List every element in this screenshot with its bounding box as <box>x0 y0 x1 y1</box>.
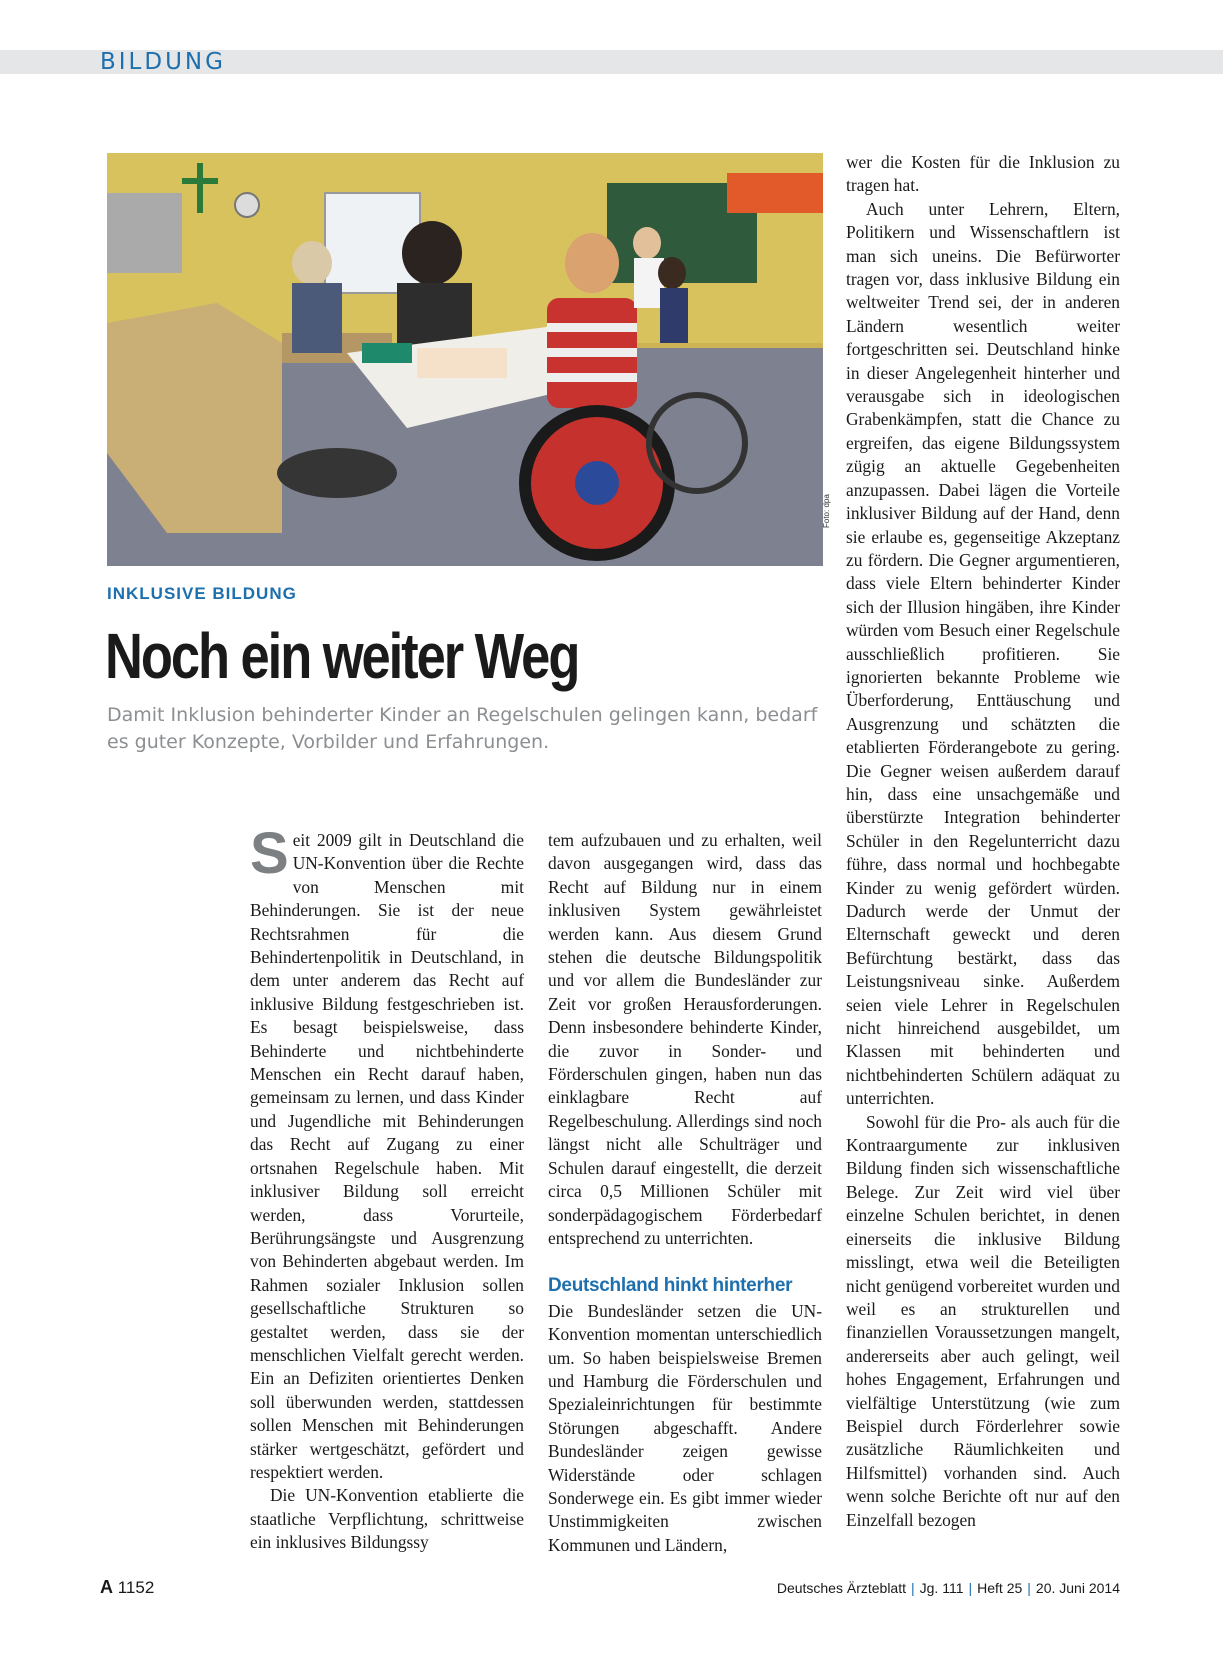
paragraph-2-continued: tem aufzubauen und zu erhalten, weil davon ausgegangen wird, dass das Recht auf Bildung nur in einem inklusiven System gewährleistet werden kann. Aus diesem Grund stehen die deutsche Bildungspolitik und vor allem die Bundesländer zur Zeit vor großen Herausforderungen. Denn insbesondere behinderte Kinder, die zuvor in Sonder- und Förderschulen gingen, haben nun das einklagbare Recht auf Regelbeschulung. Allerdings sind noch längst nicht alle Schulträger und Schulen darauf eingestellt, die derzeit circa 0,5 Millionen Schüler mit sonderpädagogischem Förderbedarf entsprechend zu unterrichten. <box>548 830 822 1248</box>
journal-name: Deutsches Ärzteblatt <box>776 1580 906 1596</box>
article-photo <box>107 153 823 566</box>
paragraph-intro <box>250 821 524 1484</box>
article-subtitle: Damit Inklusion behinderter Kinder an Regelschulen gelingen kann, bedarf es guter Konzepte, Vorbilder und Erfahrungen. <box>107 704 818 753</box>
page-number-value: 1152 <box>117 1578 155 1597</box>
article-title: Noch ein weiter Weg <box>105 620 579 692</box>
journal-issue: Heft 25 <box>977 1580 1023 1596</box>
article-column-1 <box>250 821 524 1555</box>
article-kicker: INKLUSIVE BILDUNG <box>107 584 297 603</box>
paragraph-2: Die UN-Konvention etablierte die staatliche Verpflichtung, schrittweise ein inklusives Bildungssy <box>250 1485 524 1553</box>
paragraph-1-text: eit 2009 gilt in Deutschland die UN-Konvention über die Rechte von Menschen mit Behinderungen. Sie ist der neue Rechtsrahmen für die Behindertenpolitik in Deutschland, in dem unter anderem das Recht auf inklusive Bildung festgeschrieben ist. Es besagt beispielsweise, dass Behinderte und nichtbehinderte Menschen ein Recht darauf haben, gemeinsam zu lernen, und dass Kinder und Jugendliche mit Behinderungen das Recht auf Zugang zu einer ortsnahen Regelschule haben. Mit inklusiver Bildung soll erreicht werden, dass Vorurteile, Berührungsängste und Ausgrenzung von Behinderten abgebaut werden. Im Rahmen sozialer Inklusion sollen gesellschaftliche Strukturen so gestaltet werden, dass sie der menschlichen Vielfalt gerecht werden. Ein an Defiziten orientiertes Denken soll überwunden werden, stattdessen sollen Menschen mit Behinderungen stärker wertgeschätzt, gefördert und respektiert werden. <box>250 830 524 1482</box>
drop-cap: S <box>250 821 289 886</box>
paragraph-5: Sowohl für die Pro- als auch für die Kontraargumente zur inklusiven Bildung finden sich wissenschaftliche Belege. Zur Zeit wird viel über einzelne Schulen berichtet, in denen einerseits die inklusive Bildung misslingt, etwa weil die Beteiligten nicht genügend vorbereitet wurden und weil es an strukturellen und finanziellen Voraussetzungen mangelt, andererseits aber auch gelingt, weil hohes Engagement, Erfahrungen und vielfältige Unterstützung (wie zum Beispiel durch Förderlehrer sowie zusätzliche Räumlichkeiten und Hilfsmittel) vorhanden sind. Auch wenn solche Berichte oft nur auf den Einzelfall bezogen <box>846 1111 1120 1530</box>
classroom-photo-illustration <box>107 153 823 566</box>
section-label: BILDUNG <box>100 49 226 75</box>
photo-credit: Foto: dpa <box>822 494 831 528</box>
journal-volume: Jg. 111 <box>919 1580 964 1596</box>
article-column-3 <box>846 151 1120 1532</box>
paragraph-3-continued: wer die Kosten für die Inklusion zu tragen hat. <box>846 152 1120 196</box>
paragraph-3: Die Bundesländer setzen die UN-Konvention momentan unterschiedlich um. So haben beispielsweise Bremen und Hamburg die Förderschulen und Spezialeinrichtungen für bestimmte Störungen abgeschafft. Andere Bundesländer zeigen gewisse Widerstände oder schlagen Sonderwege ein. Es gibt immer wieder Unstimmigkeiten zwischen Kommunen und Ländern, <box>548 1300 822 1555</box>
article-column-2 <box>548 829 822 1557</box>
journal-info: Deutsches Ärzteblatt | Jg. 111 | Heft 25 | 20. Juni 2014 <box>776 1580 1120 1596</box>
paragraph-4: Auch unter Lehrern, Eltern, Politikern und Wissenschaftlern ist man sich uneins. Die Befürworter tragen vor, dass inklusive Bildung ein weltweiter Trend sei, der in anderen Ländern wesentlich weiter fortgeschritten sei. Deutschland hinke in dieser Angelegenheit hinterher und verausgabe sich in ideologischen Grabenkämpfen, statt die Chance zu ergreifen, das eigene Bildungssystem zügig an aktuelle Gegebenheiten anzupassen. Dabei lägen die Vorteile inklusiver Bildung auf der Hand, denn sie erlaube es, gegenseitige Akzeptanz zu fördern. Die Gegner argumentieren, dass viele Eltern behinderter Kinder sich der Illusion hingäben, ihre Kinder würden vom Besuch einer Regelschule ausschließlich profitieren. Sie ignorierten bekannte Probleme wie Überforderung, Enttäuschung und Ausgrenzung und schätzten die etablierten Förderangebote zu gering. Die Gegner weisen außerdem darauf hin, dass eine unsachgemäße und überstürzte Integration behinderter Schüler in den Regelunterricht dazu führe, dass normal und hochbegabte Kinder zu wenig gefördert würden. Dadurch werde der Unmut der Elternschaft geweckt und deren Befürchtung bestärkt, dass das Leistungsniveau sinke. Außerdem seien viele Lehrer in Regelschulen nicht hinreichend ausgebildet, um Klassen mit behinderten und nichtbehinderten Schülern adäquat zu unterrichten. <box>846 198 1120 1109</box>
page-prefix: A <box>100 1577 113 1597</box>
page-number <box>100 1577 154 1598</box>
journal-date: 20. Juni 2014 <box>1035 1580 1120 1596</box>
article-subheading: Deutschland hinkt hinterher <box>548 1275 793 1297</box>
